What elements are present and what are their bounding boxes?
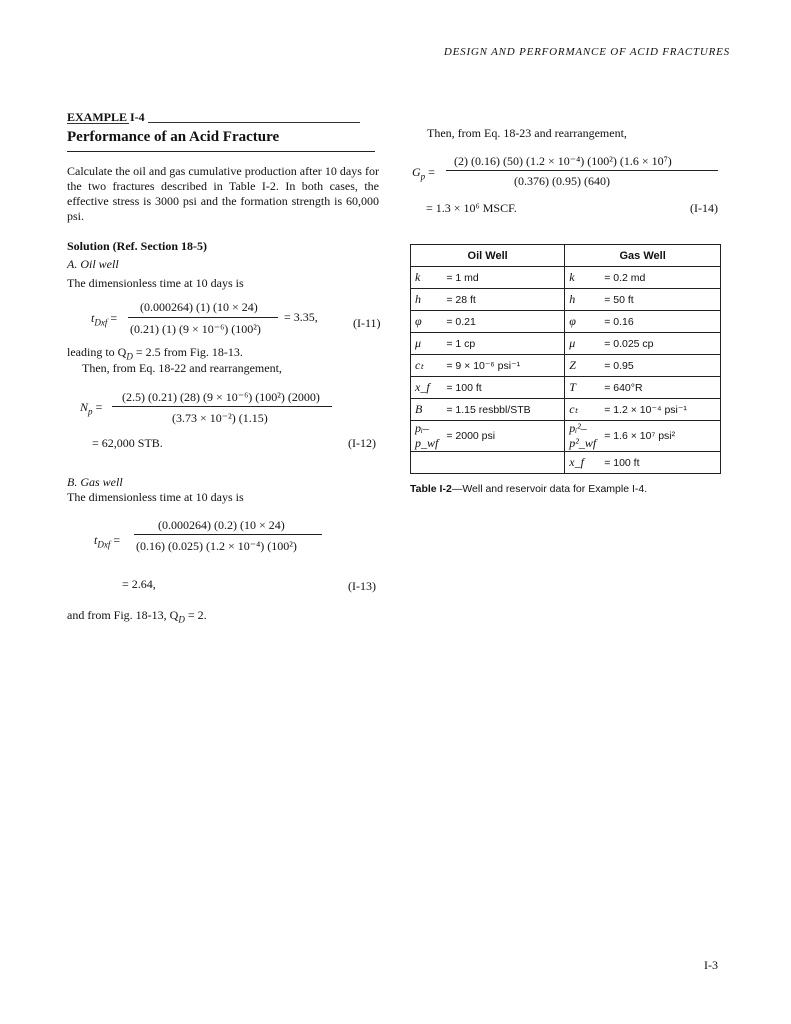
gas-value: = 100 ft	[600, 452, 720, 474]
gas-value: = 1.6 × 10⁷ psi²	[600, 421, 720, 452]
eq-i11-number: (I-11)	[353, 316, 381, 330]
example-title: Performance of an Acid Fracture	[67, 129, 280, 145]
running-header: DESIGN AND PERFORMANCE OF ACID FRACTURES	[443, 46, 730, 58]
divider	[67, 151, 375, 152]
gas-then: Then, from Eq. 18-23 and rearrangement,	[427, 126, 627, 140]
table-row	[411, 452, 721, 474]
eq-i14-result: = 1.3 × 10⁶ MSCF.	[426, 201, 517, 215]
oil-value: = 2000 psi	[442, 421, 564, 452]
eq-i11-numerator: (0.000264) (1) (10 × 24)	[140, 300, 258, 314]
gas-symbol: h	[565, 289, 600, 311]
gas-well-subheading: B. Gas well	[67, 475, 123, 489]
table-row	[411, 289, 721, 311]
eq-i12-numerator: (2.5) (0.21) (28) (9 × 10⁻⁶) (100²) (2000)	[122, 390, 320, 404]
table-row	[411, 333, 721, 355]
oil-symbol: pᵢ–p_wf	[411, 421, 443, 452]
eq-i14-denominator: (0.376) (0.95) (640)	[514, 174, 610, 188]
gas-symbol: x_f	[565, 452, 600, 474]
oil-value: = 0.21	[442, 311, 564, 333]
problem-statement: Calculate the oil and gas cumulative production after 10 days for the two fractures described in Table I-2. In both cases, the effective stress is 3000 psi and the formation strength is 60,000 psi.	[67, 164, 379, 223]
table-row	[411, 421, 721, 452]
fraction-bar	[134, 534, 322, 535]
oil-value: = 1 cp	[442, 333, 564, 355]
gas-and-from: and from Fig. 18-13, $Q_D = 2$.	[67, 608, 207, 625]
fraction-bar	[112, 406, 332, 407]
gas-symbol: cₜ	[565, 399, 600, 421]
eq-i11-denominator: (0.21) (1) (9 × 10⁻⁶) (100²)	[130, 322, 261, 336]
eq-i12-result: = 62,000 STB.	[92, 436, 163, 450]
eq-i11-result: = 3.35,	[284, 310, 318, 324]
example-label: EXAMPLE I-4	[67, 110, 145, 124]
gas-symbol: pᵢ²–p²_wf	[565, 421, 600, 452]
oil-value: = 9 × 10⁻⁶ psi⁻¹	[442, 355, 564, 377]
gas-symbol: μ	[565, 333, 600, 355]
page-number: I-3	[704, 958, 718, 972]
table-row	[411, 399, 721, 421]
oil-symbol	[411, 452, 443, 474]
gas-value: = 0.025 cp	[600, 333, 720, 355]
gas-well-header: Gas Well	[565, 245, 721, 267]
eq-i13-lhs: $t_{Dxf}$ =	[94, 533, 121, 550]
oil-value: = 1 md	[442, 267, 564, 289]
oil-leading-to: leading to $Q_D = 2.5$ from Fig. 18-13.	[67, 345, 243, 362]
oil-then: Then, from Eq. 18-22 and rearrangement,	[82, 361, 282, 375]
table-row	[411, 377, 721, 399]
oil-symbol: φ	[411, 311, 443, 333]
table-header-row	[411, 245, 721, 267]
divider	[67, 123, 129, 124]
gas-symbol: φ	[565, 311, 600, 333]
oil-symbol: x_f	[411, 377, 443, 399]
fraction-bar	[446, 170, 718, 171]
eq-i13-number: (I-13)	[348, 579, 376, 593]
oil-symbol: h	[411, 289, 443, 311]
gas-value: = 1.2 × 10⁻⁴ psi⁻¹	[600, 399, 720, 421]
eq-i12-lhs: $N_p$ =	[80, 400, 103, 417]
oil-intro: The dimensionless time at 10 days is	[67, 276, 244, 290]
oil-value: = 100 ft	[442, 377, 564, 399]
gas-value: = 0.16	[600, 311, 720, 333]
eq-i12-number: (I-12)	[348, 436, 376, 450]
eq-i12-denominator: (3.73 × 10⁻²) (1.15)	[172, 411, 268, 425]
gas-value: = 0.2 md	[600, 267, 720, 289]
table-row	[411, 355, 721, 377]
gas-symbol: Z	[565, 355, 600, 377]
gas-value: = 50 ft	[600, 289, 720, 311]
eq-i13-denominator: (0.16) (0.025) (1.2 × 10⁻⁴) (100²)	[136, 539, 297, 553]
eq-i13-result: = 2.64,	[122, 577, 156, 591]
gas-value: = 0.95	[600, 355, 720, 377]
oil-value	[442, 452, 564, 474]
table-caption: Table I-2—Well and reservoir data for Example I-4.	[410, 483, 648, 495]
table-row	[411, 311, 721, 333]
eq-i14-lhs: $G_p$ =	[412, 165, 435, 182]
gas-symbol: k	[565, 267, 600, 289]
table-row	[411, 267, 721, 289]
eq-i13-numerator: (0.000264) (0.2) (10 × 24)	[158, 518, 285, 532]
divider	[148, 122, 360, 123]
oil-symbol: B	[411, 399, 443, 421]
oil-symbol: cₜ	[411, 355, 443, 377]
oil-value: = 1.15 resbbl/STB	[442, 399, 564, 421]
oil-value: = 28 ft	[442, 289, 564, 311]
eq-i11-lhs: $t_{Dxf}$ =	[91, 311, 118, 328]
oil-symbol: μ	[411, 333, 443, 355]
gas-value: = 640°R	[600, 377, 720, 399]
well-data-table	[410, 244, 721, 474]
solution-heading: Solution (Ref. Section 18-5)	[67, 239, 207, 253]
oil-well-header: Oil Well	[411, 245, 565, 267]
eq-i14-numerator: (2) (0.16) (50) (1.2 × 10⁻⁴) (100²) (1.6 × 10⁷)	[454, 154, 672, 168]
gas-symbol: T	[565, 377, 600, 399]
gas-intro: The dimensionless time at 10 days is	[67, 490, 244, 504]
fraction-bar	[128, 317, 278, 318]
oil-symbol: k	[411, 267, 443, 289]
oil-well-subheading: A. Oil well	[67, 257, 119, 271]
eq-i14-number: (I-14)	[690, 201, 718, 215]
